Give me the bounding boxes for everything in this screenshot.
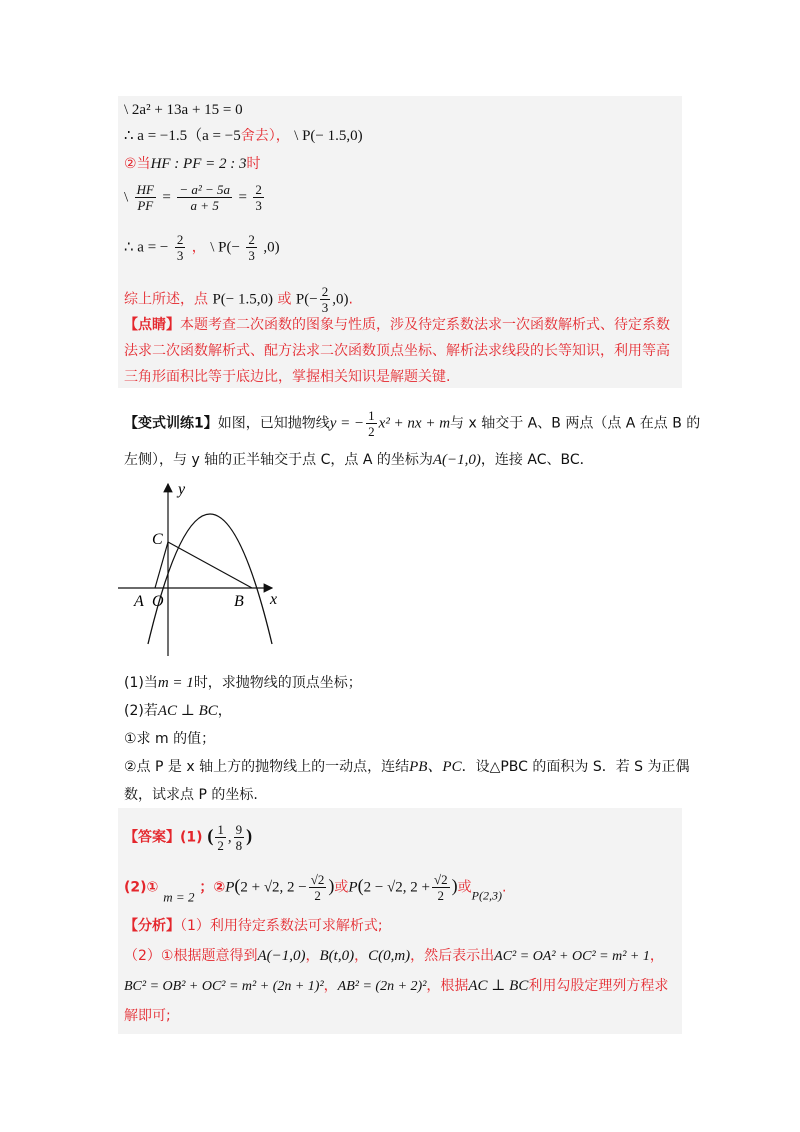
fraction: $\frac{1}{2}$ xyxy=(368,408,375,439)
solution-line-5: ∴ a = − $\frac{2}{3}$ ， \ P(− $\frac{2}{3}$ ,0) xyxy=(124,232,280,263)
solution-line-3: ②当HF : PF = 2 : 3时 xyxy=(124,156,261,172)
problem-block xyxy=(118,398,701,482)
label-y: y xyxy=(178,481,186,498)
analysis-line-1: 【分析】（1）利用待定系数法可求解析式; xyxy=(124,918,383,934)
fraction: $\frac{2}{3}$ xyxy=(321,284,329,315)
label-a: A xyxy=(134,593,144,610)
fraction: $\frac{√2}{2}$ xyxy=(310,872,325,903)
answer-line-2: (2)① m = 2 ；②P(2 + √2, 2 − $\frac{√2}{2}$ )或P(2 − √2, 2 + $\frac{√2}{2}$ )或P(2,3). xyxy=(124,872,507,905)
label-b: B xyxy=(234,593,244,610)
fraction: $\frac{2}{3}$ xyxy=(255,182,262,213)
answer-line-1: 【答案】(1) ( $\frac{1}{2}$ , $\frac{9}{8}$ ) xyxy=(124,822,253,853)
analysis-line-4: 解即可; xyxy=(124,1008,171,1024)
solution-block xyxy=(118,96,682,388)
analysis-line-3: BC² = OB² + OC² = m² + (2n + 1)²，AB² = (2n + 2)²，根据AC ⊥ BC利用勾股定理列方程求 xyxy=(124,978,669,994)
comment-tag: 【点睛】 xyxy=(124,317,180,333)
solution-line-1: \ 2a² + 13a + 15 = 0 xyxy=(124,102,243,118)
question-2-1: ①求 m 的值； xyxy=(124,731,216,747)
fraction: $\frac{HF}{PF}$ xyxy=(136,182,154,213)
label-c: C xyxy=(152,531,163,548)
label-x: x xyxy=(270,591,278,608)
comment-paragraph: 【点睛】本题考查二次函数的图象与性质，涉及待定系数法求一次函数解析式、待定系数法求二次函数解析式、配方法求二次函数顶点坐标、解析法求线段的长等知识，利用等高三角形面积比等于底边比，掌握相关知识是解题关键. xyxy=(124,317,670,385)
analysis-line-2: （2）①根据题意得到A(−1,0)，B(t,0)，C(0,m)，然后表示出AC² = OA² + OC² = m² + 1， xyxy=(124,948,664,964)
fraction: $\frac{2}{3}$ xyxy=(248,232,255,263)
fraction: $\frac{2}{3}$ xyxy=(176,232,184,263)
parabola-curve xyxy=(148,514,272,644)
solution-line-6: 综上所述，点 P(− 1.5,0) 或 P(− $\frac{2}{3}$ ,0). xyxy=(124,284,353,315)
label-o: O xyxy=(152,593,164,610)
problem-line-2: 左侧），与 y 轴的正半轴交于点 C，点 A 的坐标为A(−1,0)，连接 AC、BC． xyxy=(124,452,594,468)
segment-bc xyxy=(168,542,252,588)
fraction: $\frac{\text{− a² − 5a}}{a + 5}$ xyxy=(179,182,231,213)
problem-tag: 【变式训练1】 xyxy=(124,415,218,432)
question-2-2: ②点 P 是 x 轴上方的抛物线上的一动点，连结PB、PC．设△PBC 的面积为 S．若 S 为正偶 xyxy=(124,759,690,775)
answer-tag: 【答案】 xyxy=(124,829,180,846)
fraction: $\frac{1}{2}$ xyxy=(217,822,224,853)
solution-line-4: \ $\frac{HF}{PF}$ = $\frac{\text{− a² − 5a}}{a + 5}$ = $\frac{2}{3}$ xyxy=(124,182,262,213)
parabola-figure xyxy=(112,478,292,660)
analysis-tag: 【分析】 xyxy=(124,918,180,934)
question-2: (2)若AC ⊥ BC， xyxy=(124,703,232,719)
problem-line-1: 【变式训练1】如图，已知抛物线y = − $\frac{1}{2}$ x² + nx + m与 x 轴交于 A、B 两点（点 A 在点 B 的 xyxy=(124,408,701,439)
solution-line-2: ∴ a = −1.5（a = −5舍去）， \ P(− 1.5,0) xyxy=(124,128,363,144)
fraction: $\frac{9}{8}$ xyxy=(235,822,243,853)
question-1: (1)当m = 1时，求抛物线的顶点坐标； xyxy=(124,675,362,691)
question-2-3: 数，试求点 P 的坐标. xyxy=(124,787,258,803)
fraction: $\frac{√2}{2}$ xyxy=(433,872,448,903)
answer-block xyxy=(118,808,682,1034)
